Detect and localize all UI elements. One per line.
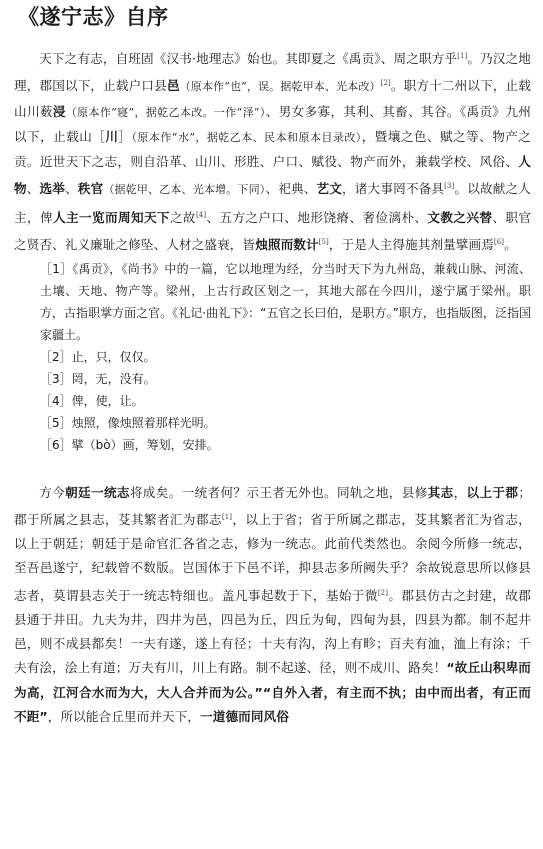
text-run: 、男女多寡，其利、其畜、其谷。《禹贡》九州以下，止载山［ — [14, 103, 531, 144]
emphasis: 人主一览而周知天下 — [52, 209, 170, 225]
paragraph-1 — [14, 44, 531, 258]
footnote-5: ［5］烛照，像烛照着那样光明。 — [40, 415, 216, 430]
footnote-6: ［6］擘（bò）画，筹划，安排。 — [40, 437, 219, 452]
text-run: 将成矣。一统者何？示王者无外也。同轨之地，县修 — [129, 484, 428, 500]
footnote-ref: [1] — [457, 52, 468, 60]
section-gap — [14, 456, 531, 481]
paragraph-2 — [14, 481, 531, 729]
footnote-ref: [6] — [493, 238, 505, 247]
text-run: 。职方十二州以下，止载山川薮 — [14, 78, 531, 119]
emphasis: 川 — [105, 128, 119, 144]
emphasis: 朝廷一统志 — [65, 484, 130, 500]
text-run: 天下之有志，自班固《汉书·地理志》始也。其即夏之《禹贡》、周之职方乎 — [39, 51, 458, 67]
footnote-ref: [2] — [377, 588, 389, 597]
text-run: ，诸大事罔不备具 — [342, 181, 445, 197]
text-run: ，所以能合丘里而并天下， — [47, 708, 201, 724]
text-run: 、 — [65, 181, 78, 197]
emphasis: 以上于郡 — [466, 484, 519, 500]
emphasis: 其志 — [427, 484, 454, 500]
text-run: 、祀典、 — [265, 181, 317, 197]
collation-note: （原本作“水”，据乾乙本、民本和原本目录改） — [131, 130, 362, 144]
emphasis: 选举 — [39, 181, 66, 197]
footnotes — [14, 258, 531, 456]
emphasis: 艺文 — [316, 181, 343, 197]
footnote-ref: [2] — [380, 79, 391, 88]
footnote-ref: [1] — [221, 512, 233, 521]
emphasis: 人物 — [14, 154, 531, 197]
emphasis: 邑 — [166, 78, 180, 94]
footnote-ref: [3] — [444, 182, 455, 191]
text-run: 、 — [26, 181, 40, 197]
text-run: 。以故献之人主，俾 — [14, 181, 531, 225]
collation-note: （据乾甲、乙本、光本增。下同） — [103, 183, 266, 197]
text-run: 。 — [504, 237, 517, 253]
footnote-4: ［4］俾，使，让。 — [40, 393, 144, 408]
text-run: ，暨壤之色、赋之等、物产之贡。近世天下之志，则自沿革、山川、形胜、户口、赋役、物产而外，兼载学校、风俗、 — [14, 128, 531, 170]
text-run: ，于是人主得施其剂量擘画焉 — [328, 237, 494, 253]
emphasis: 文教之兴替 — [427, 209, 493, 225]
footnote-1: ［1］《禹贡》，《尚书》中的一篇，它以地理为经，分当时天下为九州岛，兼载山脉、河流、土壤、天地、物产等。梁州，上古行政区划之一，其地大部在今四川，遂宁属于梁州。职方，古指职掌方面之官。《礼记·曲礼下》：“五官之长曰伯，是职方。”职方，也指版图，泛指国家疆土。 — [40, 261, 531, 342]
emphasis: 浸 — [52, 103, 66, 119]
text-run: 、职官之贤否、礼义廉耻之修坠、人材之盛衰，皆 — [14, 209, 532, 253]
text-run: ；郡于所属之县志，芟其繁者汇为郡志 — [14, 484, 532, 527]
emphasis: 秩官 — [77, 181, 104, 197]
text-run: ， — [453, 484, 467, 500]
collation-note: （原本作“寝”，据乾乙本改。一作“泽”） — [65, 105, 266, 119]
footnote-ref: [4] — [195, 210, 207, 219]
emphasis: 一道德而同风俗 — [200, 708, 289, 724]
footnote-3: ［3］罔，无，没有。 — [40, 371, 156, 386]
text-run: 。乃汉之地理，郡国以下，止载户口县 — [14, 51, 531, 94]
page-title: 《遂宁志》自序 — [18, 5, 169, 29]
text-run: ］ — [118, 128, 132, 144]
text-run: 。郡县仿古之封建，故郡县通于井田。九夫为井，四井为邑，四邑为丘，四丘为甸，四甸为县，四县为都。制不起井邑，则不成县都矣！一夫有遂，遂上有径；十夫有沟，沟上有畛；百夫有洫，洫上有涂；千夫有浍，浍上有道；万夫有川，川上有路。制不起遂、径，则不成川、路矣！ — [14, 587, 531, 676]
text-run: ，以上于省；省于所属之郡志，芟其繁者汇为省志，以上于朝廷；朝廷于是命官汇各省之志，修为一统志。此前代类然也。余阅今所修一统志，至吾邑遂宁，纪载曾不数版。岂国体于下邑不详，抑县志多所阙失乎？余故锐意思所以修县志者，莫谓县志关于一统志特细也。盖凡事起数于下，基始于微 — [14, 511, 531, 603]
emphasis: “故丘山积卑而为高，江河合水而为大，大人合并而为公。”“自外入者，有主而不执；由中而出者，有正而不距” — [14, 660, 531, 724]
text-run: 方今 — [39, 484, 66, 500]
text-run: 之故 — [169, 209, 196, 225]
emphasis: 烛照而数计 — [255, 237, 319, 253]
footnote-2: ［2］止，只，仅仅。 — [40, 349, 156, 364]
text-run: 、五方之户口、地形饶瘠、奢俭漓朴、 — [206, 209, 428, 225]
footnote-ref: [5] — [318, 238, 329, 247]
collation-note: （原本作“也”，误。据乾甲本、光本改） — [179, 80, 381, 94]
